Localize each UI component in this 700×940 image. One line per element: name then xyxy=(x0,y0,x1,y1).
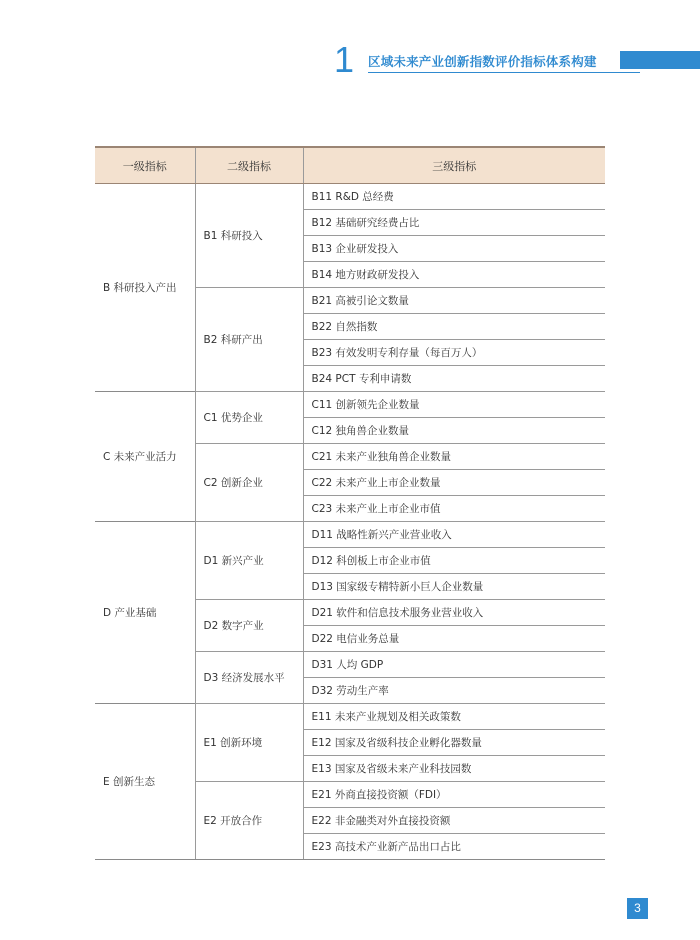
level3-cell: D32 劳动生产率 xyxy=(303,678,605,704)
level3-cell: B13 企业研发投入 xyxy=(303,236,605,262)
level3-cell: B11 R&D 总经费 xyxy=(303,184,605,210)
level2-cell: B1 科研投入 xyxy=(195,184,303,288)
chapter-underline xyxy=(368,72,640,73)
column-header: 二级指标 xyxy=(195,147,303,184)
level3-cell: B14 地方财政研发投入 xyxy=(303,262,605,288)
level3-cell: B23 有效发明专利存量（每百万人） xyxy=(303,340,605,366)
level3-cell: B21 高被引论文数量 xyxy=(303,288,605,314)
level2-cell: D1 新兴产业 xyxy=(195,522,303,600)
level3-cell: C12 独角兽企业数量 xyxy=(303,418,605,444)
level3-cell: B22 自然指数 xyxy=(303,314,605,340)
table-row xyxy=(95,184,605,210)
level1-cell: B 科研投入产出 xyxy=(95,184,195,392)
chapter-number: 1 xyxy=(334,39,355,80)
chapter-accent-bar xyxy=(620,51,700,69)
level3-cell: D11 战略性新兴产业营业收入 xyxy=(303,522,605,548)
level3-cell: C11 创新领先企业数量 xyxy=(303,392,605,418)
level3-cell: E22 非金融类对外直接投资额 xyxy=(303,808,605,834)
level3-cell: D13 国家级专精特新小巨人企业数量 xyxy=(303,574,605,600)
level3-cell: E13 国家及省级未来产业科技园数 xyxy=(303,756,605,782)
level2-cell: E2 开放合作 xyxy=(195,782,303,860)
level3-cell: B12 基础研究经费占比 xyxy=(303,210,605,236)
level2-cell: D2 数字产业 xyxy=(195,600,303,652)
level3-cell: D12 科创板上市企业市值 xyxy=(303,548,605,574)
level2-cell: C2 创新企业 xyxy=(195,444,303,522)
level3-cell: C21 未来产业独角兽企业数量 xyxy=(303,444,605,470)
table-row xyxy=(95,704,605,730)
level2-cell: C1 优势企业 xyxy=(195,392,303,444)
level2-cell: B2 科研产出 xyxy=(195,288,303,392)
level1-cell: C 未来产业活力 xyxy=(95,392,195,522)
column-header: 一级指标 xyxy=(95,147,195,184)
table-row xyxy=(95,392,605,418)
level2-cell: E1 创新环境 xyxy=(195,704,303,782)
level3-cell: E12 国家及省级科技企业孵化器数量 xyxy=(303,730,605,756)
level3-cell: C22 未来产业上市企业数量 xyxy=(303,470,605,496)
table-row xyxy=(95,522,605,548)
level3-cell: E21 外商直接投资额（FDI） xyxy=(303,782,605,808)
level3-cell: B24 PCT 专利申请数 xyxy=(303,366,605,392)
page-number: 3 xyxy=(627,898,648,919)
level3-cell: D22 电信业务总量 xyxy=(303,626,605,652)
level3-cell: E11 未来产业规划及相关政策数 xyxy=(303,704,605,730)
level3-cell: E23 高技术产业新产品出口占比 xyxy=(303,834,605,860)
level3-cell: C23 未来产业上市企业市值 xyxy=(303,496,605,522)
level3-cell: D31 人均 GDP xyxy=(303,652,605,678)
table-header-row xyxy=(95,147,605,184)
chapter-title: 区域未来产业创新指数评价指标体系构建 xyxy=(368,54,597,69)
column-header: 三级指标 xyxy=(303,147,605,184)
indicator-table xyxy=(95,146,605,860)
level2-cell: D3 经济发展水平 xyxy=(195,652,303,704)
level3-cell: D21 软件和信息技术服务业营业收入 xyxy=(303,600,605,626)
level1-cell: D 产业基础 xyxy=(95,522,195,704)
level1-cell: E 创新生态 xyxy=(95,704,195,860)
